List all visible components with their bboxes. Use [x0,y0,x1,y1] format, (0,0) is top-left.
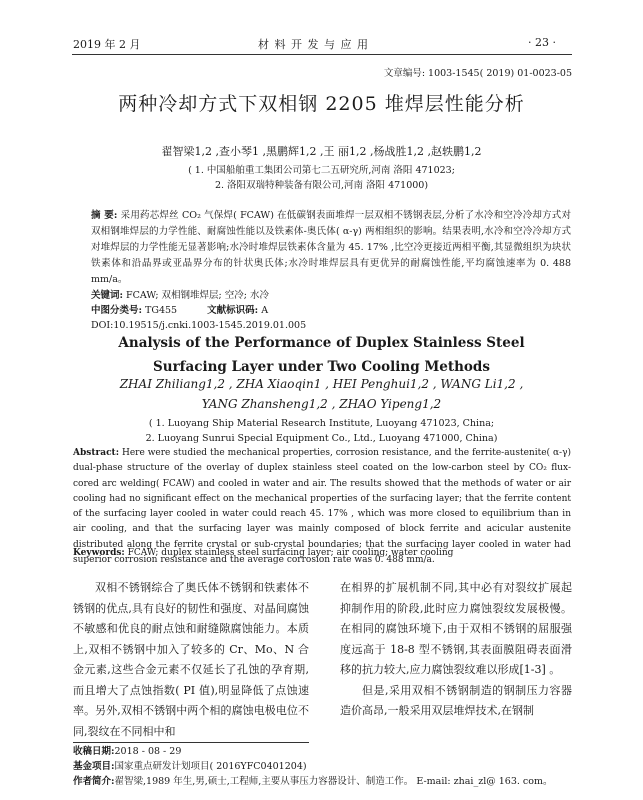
affiliation-en-line: ( 1. Luoyang Ship Material Research Institute, Luoyang 471023, China; [148,418,495,429]
authors-en [0,374,643,414]
doc-code: A [261,305,269,316]
author-bio-label: 作者简介: [73,776,115,787]
clc-label: 中图分类号: [91,305,143,316]
footnote-fund [73,759,573,774]
abstract-cn-label: 摘 要: [91,210,118,221]
affiliations-cn [0,163,643,193]
doi: DOI:10.19515/j.cnki.1003-1545.2019.01.005 [91,320,307,331]
keywords-en [73,546,571,561]
body-paragraph: 在相界的扩展机制不同,其中必有对裂纹扩展起抑制作用的阶段,此时应力腐蚀裂纹发展极慢。在相同的腐蚀环境下,由于双相不锈钢的屈服强度远高于 18-8 型不锈钢,其表面膜阻碍表面滑移的抗力较大,应力腐蚀裂纹难以形成[1-3] 。 [340,581,572,676]
header-rule [72,54,572,55]
keywords-cn-label: 关键词: [91,290,124,301]
title-en-line: Surfacing Layer under Two Cooling Methods [153,359,490,375]
fund-label: 基金项目: [73,761,115,772]
authors-en-line: YANG Zhansheng1,2 , ZHAO Yipeng1,2 [201,397,442,411]
keywords-en-text: FCAW; duplex stainless steel surfacing layer; air cooling; water cooling [127,548,454,558]
authors-cn: 翟智梁1,2 ,查小琴1 ,黑鹏辉1,2 ,王 丽1,2 ,杨战胜1,2 ,赵轶鹏1,2 [161,145,482,158]
affiliation-en-line: 2. Luoyang Sunrui Special Equipment Co., Ltd., Luoyang 471000, China) [145,433,498,444]
header-date: 2019 年 2 月 [73,38,141,51]
article-number: 文章编号: 1003-1545( 2019) 01-0023-05 [383,68,572,79]
abstract-en-text: Here were studied the mechanical properties, corrosion resistance, and the ferrite-austenite( α-γ) dual-phase structure of the overlay of duplex stainless steel coated on the low-carbon steel by CO₂ flux-cored arc welding( FCAW) and cooled in water and air. The results showed that the methods of water or air cooling had no significant effect on the mechanical properties of the surfacing layer; that the ferrite content of the surfacing layer cooled in water could reach 45. 17% , which was more closed to equilibrium than in air cooling, and that the surfacing layer was mainly composed of block ferrite and acicular austenite distributed along the ferrite crystal or sub-crystal boundaries; that the surfacing layer cooled in water had superior corrosion resistance and the average corrosion rate was 0. 488 mm/a. [73,448,571,566]
abstract-en-label: Abstract: [73,448,120,458]
body-right-column [340,578,572,722]
header-page-number: · 23 · [528,36,556,49]
page-title: 两种冷却方式下双相钢 2205 堆焊层性能分析 [118,93,525,115]
abstract-cn-text: 采用药芯焊丝 CO₂ 气保焊( FCAW) 在低碳钢表面堆焊一层双相不锈钢表层,分析了水冷和空冷冷却方式对双相钢堆焊层的力学性能、耐腐蚀性能以及铁素体-奥氏体( α-γ) 两相组织的影响。结果表明,水冷和空冷冷却方式对堆焊层的力学性能无显著影响;水冷时堆焊层铁素体含量为 45. 17% ,比空冷更接近两相平衡,其显微组织为块状铁素体和沿晶界或亚晶界分布的针状奥氏体;水冷时堆焊层具有更优异的耐腐蚀性能,平均腐蚀速率为 0. 488 mm/a。 [91,210,571,285]
clc-code: TG455 [145,305,178,316]
title-en-line: Analysis of the Performance of Duplex Stainless Steel [118,335,525,351]
body-left-column [73,578,309,742]
affiliation-cn-line: 2. 洛阳双瑞特种装备有限公司,河南 洛阳 471000) [214,180,429,191]
fund-text: 国家重点研发计划项目( 2016YFC0401204) [114,761,307,772]
footnote-received [73,744,573,759]
doc-code-label: 文献标识码: [207,305,259,316]
affiliation-cn-line: ( 1. 中国船舶重工集团公司第七二五研究所,河南 洛阳 471023; [188,165,455,176]
author-bio-text: 翟智梁,1989 年生,男,硕士,工程师,主要从事压力容器设计、制造工作。 E-mail: zhai_zl@ 163. com。 [114,776,553,787]
received-label: 收稿日期: [73,746,115,757]
header-journal: 材 料 开 发 与 应 用 [258,38,369,51]
title-en [0,331,643,379]
keywords-cn [91,288,571,303]
footnote-rule [73,742,309,743]
affiliations-en [0,416,643,446]
footnote-author [73,774,573,789]
received-date: 2018 - 08 - 29 [114,746,182,757]
abstract-cn [91,208,571,288]
authors-en-line: ZHAI Zhiliang1,2 , ZHA Xiaoqin1 , HEI Penghui1,2 , WANG Li1,2 , [119,377,524,391]
footnotes [73,744,573,789]
keywords-en-label: Keywords: [73,548,125,558]
classification [91,303,571,318]
body-paragraph: 双相不锈钢综合了奥氏体不锈钢和铁素体不锈钢的优点,具有良好的韧性和强度、对晶间腐蚀不敏感和优良的耐点蚀和耐缝隙腐蚀能力。本质上,双相不锈钢中加入了较多的 Cr、Mo、N 合金元素,这些合金元素不仅延长了孔蚀的孕育期,而且增大了点蚀指数( PI 值),明显降低了点蚀速率。另外,双相不锈钢中两个相的腐蚀电极电位不同,裂纹在不同相中和 [73,581,309,738]
body-paragraph: 但是,采用双相不锈钢制造的钢制压力容器造价高昂,一般采用双层堆焊技术,在钢制 [340,683,572,717]
keywords-cn-text: FCAW; 双相钢堆焊层; 空冷; 水冷 [126,290,269,301]
